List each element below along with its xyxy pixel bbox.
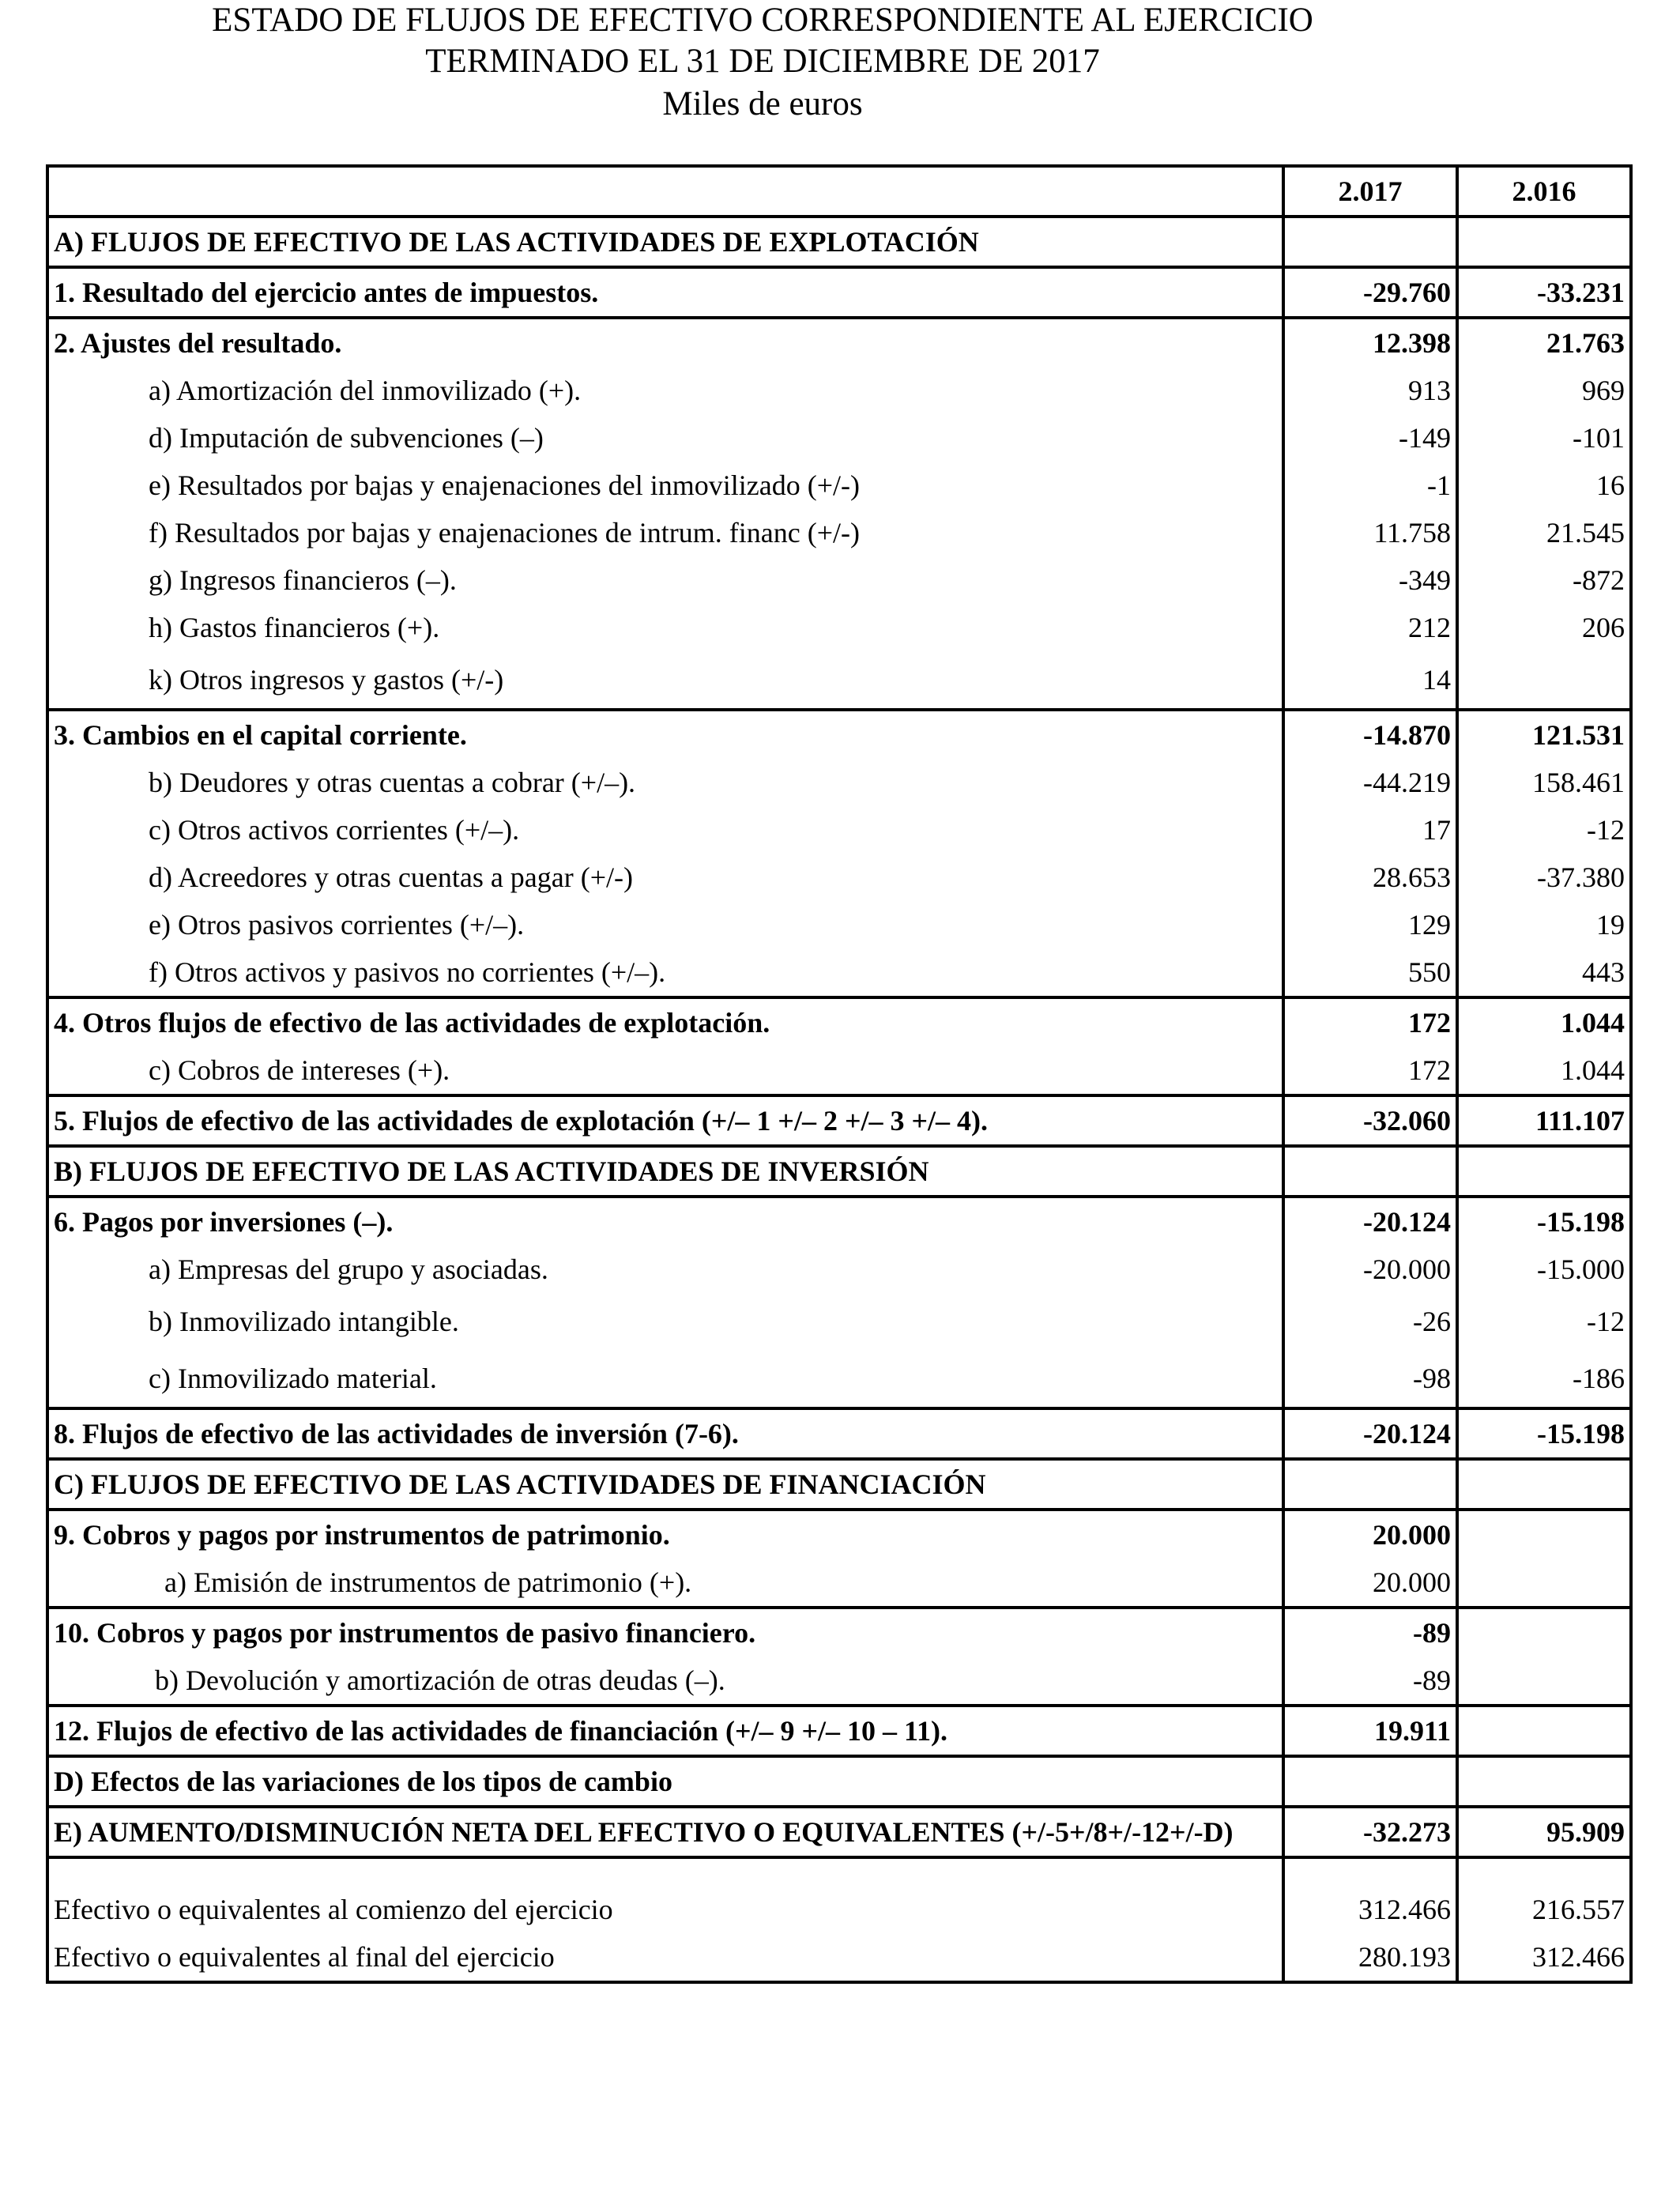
value-2016: -15.198 xyxy=(1457,1197,1631,1246)
row-label: c) Otros activos corrientes (+/–). xyxy=(149,814,520,846)
table-row xyxy=(47,1886,1631,1933)
value-2016 xyxy=(1457,217,1631,267)
table-row xyxy=(47,1095,1631,1146)
value-2016: 111.107 xyxy=(1457,1095,1631,1146)
value-2017: -26 xyxy=(1283,1293,1457,1350)
section-a-header-row xyxy=(47,217,1631,267)
row-label: 6. Pagos por inversiones (–). xyxy=(47,1197,1283,1246)
header-label-cell xyxy=(47,166,1283,217)
value-2017: 19.911 xyxy=(1283,1706,1457,1756)
value-2016 xyxy=(1457,1657,1631,1706)
value-2017: -98 xyxy=(1283,1350,1457,1408)
value-2016: -37.380 xyxy=(1457,854,1631,901)
value-2017 xyxy=(1283,1459,1457,1510)
table-row xyxy=(47,556,1631,604)
row-label: 1. Resultado del ejercicio antes de impuestos. xyxy=(47,267,1283,318)
table-row xyxy=(47,854,1631,901)
value-2017: 20.000 xyxy=(1283,1559,1457,1608)
value-2016: 216.557 xyxy=(1457,1886,1631,1933)
document-title-line-1: ESTADO DE FLUJOS DE EFECTIVO CORRESPONDIENTE AL EJERCICIO xyxy=(212,2,1313,39)
table-row xyxy=(47,318,1631,367)
row-label: d) Acreedores y otras cuentas a pagar (+/-) xyxy=(149,861,634,893)
value-2017: -32.273 xyxy=(1283,1807,1457,1857)
table-row xyxy=(47,1559,1631,1608)
value-2016: -12 xyxy=(1457,806,1631,854)
table-row xyxy=(47,901,1631,948)
table-row xyxy=(47,1933,1631,1982)
value-2017: 280.193 xyxy=(1283,1933,1457,1982)
section-c-header-row xyxy=(47,1459,1631,1510)
value-2017: -349 xyxy=(1283,556,1457,604)
table-row xyxy=(47,1408,1631,1459)
table-row xyxy=(47,651,1631,710)
section-e-total-row xyxy=(47,1807,1631,1857)
value-2017: 12.398 xyxy=(1283,318,1457,367)
spacer-cell xyxy=(1283,1857,1457,1886)
value-2017: 172 xyxy=(1283,1046,1457,1095)
value-2017 xyxy=(1283,1146,1457,1197)
value-2017: -14.870 xyxy=(1283,710,1457,759)
value-2016 xyxy=(1457,1756,1631,1807)
value-2017: -44.219 xyxy=(1283,759,1457,806)
value-2017: 550 xyxy=(1283,948,1457,997)
value-2017: 913 xyxy=(1283,367,1457,414)
table-row xyxy=(47,267,1631,318)
row-label: 12. Flujos de efectivo de las actividades de financiación (+/– 9 +/– 10 – 11). xyxy=(47,1706,1283,1756)
document-title-line-2: TERMINADO EL 31 DE DICIEMBRE DE 2017 xyxy=(425,43,1100,80)
row-label: 10. Cobros y pagos por instrumentos de pasivo financiero. xyxy=(47,1608,1283,1657)
row-label: 2. Ajustes del resultado. xyxy=(47,318,1283,367)
value-2017 xyxy=(1283,1756,1457,1807)
value-2016: -15.000 xyxy=(1457,1246,1631,1293)
value-2016: 21.763 xyxy=(1457,318,1631,367)
value-2017: 20.000 xyxy=(1283,1510,1457,1559)
value-2016: -186 xyxy=(1457,1350,1631,1408)
value-2016: 16 xyxy=(1457,462,1631,509)
row-label: e) Otros pasivos corrientes (+/–). xyxy=(149,909,525,941)
value-2016: 21.545 xyxy=(1457,509,1631,556)
value-2017: 17 xyxy=(1283,806,1457,854)
value-2017: -89 xyxy=(1283,1657,1457,1706)
value-2017: -20.124 xyxy=(1283,1408,1457,1459)
row-label: g) Ingresos financieros (–). xyxy=(149,564,457,596)
row-label: c) Cobros de intereses (+). xyxy=(149,1054,450,1086)
value-2016 xyxy=(1457,1146,1631,1197)
document-subtitle-units: Miles de euros xyxy=(662,85,863,123)
value-2017: 172 xyxy=(1283,997,1457,1046)
value-2016: 206 xyxy=(1457,604,1631,651)
row-label: b) Deudores y otras cuentas a cobrar (+/–). xyxy=(149,767,636,798)
value-2017: -32.060 xyxy=(1283,1095,1457,1146)
value-2017 xyxy=(1283,217,1457,267)
value-2016: 95.909 xyxy=(1457,1807,1631,1857)
spacer-cell xyxy=(47,1857,1283,1886)
table-row xyxy=(47,1657,1631,1706)
value-2016 xyxy=(1457,651,1631,710)
row-label: f) Resultados por bajas y enajenaciones de intrum. financ (+/-) xyxy=(149,517,860,548)
table-row xyxy=(47,1046,1631,1095)
value-2017: -20.124 xyxy=(1283,1197,1457,1246)
cash-flow-statement-table xyxy=(46,164,1633,1984)
table-row xyxy=(47,1350,1631,1408)
value-2016: 443 xyxy=(1457,948,1631,997)
table-row xyxy=(47,759,1631,806)
year-2017-header: 2.017 xyxy=(1283,166,1457,217)
value-2016: 1.044 xyxy=(1457,997,1631,1046)
table-row xyxy=(47,1706,1631,1756)
table-row xyxy=(47,414,1631,462)
value-2016: 158.461 xyxy=(1457,759,1631,806)
row-label: d) Imputación de subvenciones (–) xyxy=(149,422,544,454)
table-row xyxy=(47,1293,1631,1350)
value-2017: -149 xyxy=(1283,414,1457,462)
value-2016: -33.231 xyxy=(1457,267,1631,318)
value-2017: 212 xyxy=(1283,604,1457,651)
row-label: Efectivo o equivalentes al comienzo del ejercicio xyxy=(54,1894,613,1925)
value-2016: -101 xyxy=(1457,414,1631,462)
value-2017: 14 xyxy=(1283,651,1457,710)
row-label: 9. Cobros y pagos por instrumentos de patrimonio. xyxy=(47,1510,1283,1559)
section-d-row xyxy=(47,1756,1631,1807)
value-2016: 312.466 xyxy=(1457,1933,1631,1982)
table-row xyxy=(47,1197,1631,1246)
table-row xyxy=(47,710,1631,759)
value-2016 xyxy=(1457,1559,1631,1608)
row-label: a) Emisión de instrumentos de patrimonio (+). xyxy=(164,1566,692,1598)
spacer-row xyxy=(47,1857,1631,1886)
row-label: h) Gastos financieros (+). xyxy=(149,612,440,643)
table-row xyxy=(47,1608,1631,1657)
row-label: a) Amortización del inmovilizado (+). xyxy=(149,375,582,406)
table-row xyxy=(47,806,1631,854)
value-2017: -89 xyxy=(1283,1608,1457,1657)
row-label: c) Inmovilizado material. xyxy=(149,1363,437,1394)
row-label: a) Empresas del grupo y asociadas. xyxy=(149,1253,548,1285)
row-label: 5. Flujos de efectivo de las actividades de explotación (+/– 1 +/– 2 +/– 3 +/– 4). xyxy=(47,1095,1283,1146)
section-b-header-row xyxy=(47,1146,1631,1197)
value-2016: -15.198 xyxy=(1457,1408,1631,1459)
table-row xyxy=(47,948,1631,997)
value-2016: 121.531 xyxy=(1457,710,1631,759)
row-label: Efectivo o equivalentes al final del ejercicio xyxy=(54,1941,555,1973)
value-2016: 1.044 xyxy=(1457,1046,1631,1095)
row-label: A) FLUJOS DE EFECTIVO DE LAS ACTIVIDADES DE EXPLOTACIÓN xyxy=(47,217,1283,267)
row-label: e) Resultados por bajas y enajenaciones del inmovilizado (+/-) xyxy=(149,469,861,501)
year-2016-header: 2.016 xyxy=(1457,166,1631,217)
row-label: 8. Flujos de efectivo de las actividades de inversión (7-6). xyxy=(47,1408,1283,1459)
table-header-row xyxy=(47,166,1631,217)
row-label: B) FLUJOS DE EFECTIVO DE LAS ACTIVIDADES DE INVERSIÓN xyxy=(47,1146,1283,1197)
row-label: f) Otros activos y pasivos no corrientes (+/–). xyxy=(149,956,666,988)
row-label: 3. Cambios en el capital corriente. xyxy=(47,710,1283,759)
row-label: E) AUMENTO/DISMINUCIÓN NETA DEL EFECTIVO O EQUIVALENTES (+/-5+/8+/-12+/-D) xyxy=(47,1807,1283,1857)
value-2017: 11.758 xyxy=(1283,509,1457,556)
value-2017: -20.000 xyxy=(1283,1246,1457,1293)
value-2016 xyxy=(1457,1510,1631,1559)
row-label: C) FLUJOS DE EFECTIVO DE LAS ACTIVIDADES DE FINANCIACIÓN xyxy=(47,1459,1283,1510)
table-row xyxy=(47,604,1631,651)
table-row xyxy=(47,509,1631,556)
spacer-cell xyxy=(1457,1857,1631,1886)
value-2016 xyxy=(1457,1706,1631,1756)
value-2017: 129 xyxy=(1283,901,1457,948)
row-label: D) Efectos de las variaciones de los tipos de cambio xyxy=(47,1756,1283,1807)
row-label: b) Inmovilizado intangible. xyxy=(149,1306,459,1337)
row-label: k) Otros ingresos y gastos (+/-) xyxy=(149,664,504,696)
value-2017: 312.466 xyxy=(1283,1886,1457,1933)
table-row xyxy=(47,1510,1631,1559)
value-2016: 969 xyxy=(1457,367,1631,414)
row-label: b) Devolución y amortización de otras deudas (–). xyxy=(155,1664,725,1696)
value-2017: 28.653 xyxy=(1283,854,1457,901)
table-row xyxy=(47,367,1631,414)
table-row xyxy=(47,997,1631,1046)
value-2017: -29.760 xyxy=(1283,267,1457,318)
value-2016 xyxy=(1457,1608,1631,1657)
value-2016 xyxy=(1457,1459,1631,1510)
table-row xyxy=(47,1246,1631,1293)
table-row xyxy=(47,462,1631,509)
row-label: 4. Otros flujos de efectivo de las actividades de explotación. xyxy=(47,997,1283,1046)
value-2016: -12 xyxy=(1457,1293,1631,1350)
value-2016: -872 xyxy=(1457,556,1631,604)
value-2016: 19 xyxy=(1457,901,1631,948)
value-2017: -1 xyxy=(1283,462,1457,509)
